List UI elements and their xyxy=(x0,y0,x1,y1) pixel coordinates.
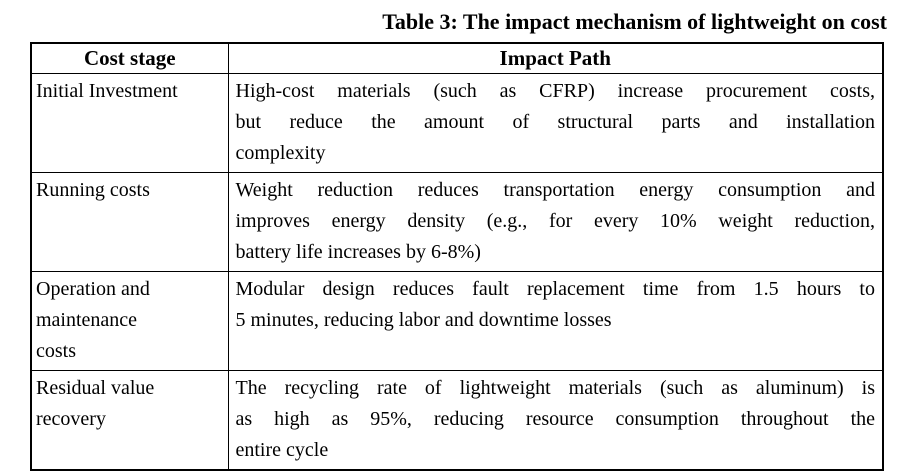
impact-path-cell xyxy=(228,173,883,272)
path-line: improves energy density (e.g., for every 10% weight reduction, xyxy=(235,210,875,232)
path-line: Weight reduction reduces transportation energy consumption and xyxy=(235,179,875,201)
impact-path-cell xyxy=(228,371,883,471)
path-line: Modular design reduces fault replacement time from 1.5 hours to xyxy=(235,278,875,300)
cost-stage-cell xyxy=(31,173,228,272)
path-line: High-cost materials (such as CFRP) increase procurement costs, xyxy=(235,80,875,102)
path-line: battery life increases by 6-8%) xyxy=(235,241,481,263)
stage-line: costs xyxy=(36,340,76,362)
row-running-costs xyxy=(31,173,883,272)
path-line: The recycling rate of lightweight materials (such as aluminum) is xyxy=(235,377,875,399)
stage-line: Residual value xyxy=(36,377,155,399)
impact-path-cell xyxy=(228,74,883,173)
impact-path-cell xyxy=(228,272,883,371)
row-initial-investment xyxy=(31,74,883,173)
cost-impact-table xyxy=(30,42,884,471)
path-line: but reduce the amount of structural parts and installation xyxy=(235,111,875,133)
header-cost-stage: Cost stage xyxy=(31,43,228,74)
cost-stage-cell xyxy=(31,74,228,173)
row-operation-maintenance xyxy=(31,272,883,371)
path-line: as high as 95%, reducing resource consumption throughout the xyxy=(235,408,875,430)
stage-line: Running costs xyxy=(36,179,150,201)
cost-stage-cell xyxy=(31,371,228,471)
cost-stage-cell xyxy=(31,272,228,371)
row-residual-value xyxy=(31,371,883,471)
path-line: 5 minutes, reducing labor and downtime losses xyxy=(235,309,612,331)
stage-line: maintenance xyxy=(36,309,138,331)
stage-line: recovery xyxy=(36,408,106,430)
stage-line: Operation and xyxy=(36,278,150,300)
header-impact-path: Impact Path xyxy=(228,43,883,74)
stage-line: Initial Investment xyxy=(36,80,178,102)
path-line: entire cycle xyxy=(235,439,329,461)
header-row xyxy=(31,43,883,74)
table-caption: Table 3: The impact mechanism of lightweight on cost xyxy=(382,9,887,34)
path-line: complexity xyxy=(235,142,326,164)
